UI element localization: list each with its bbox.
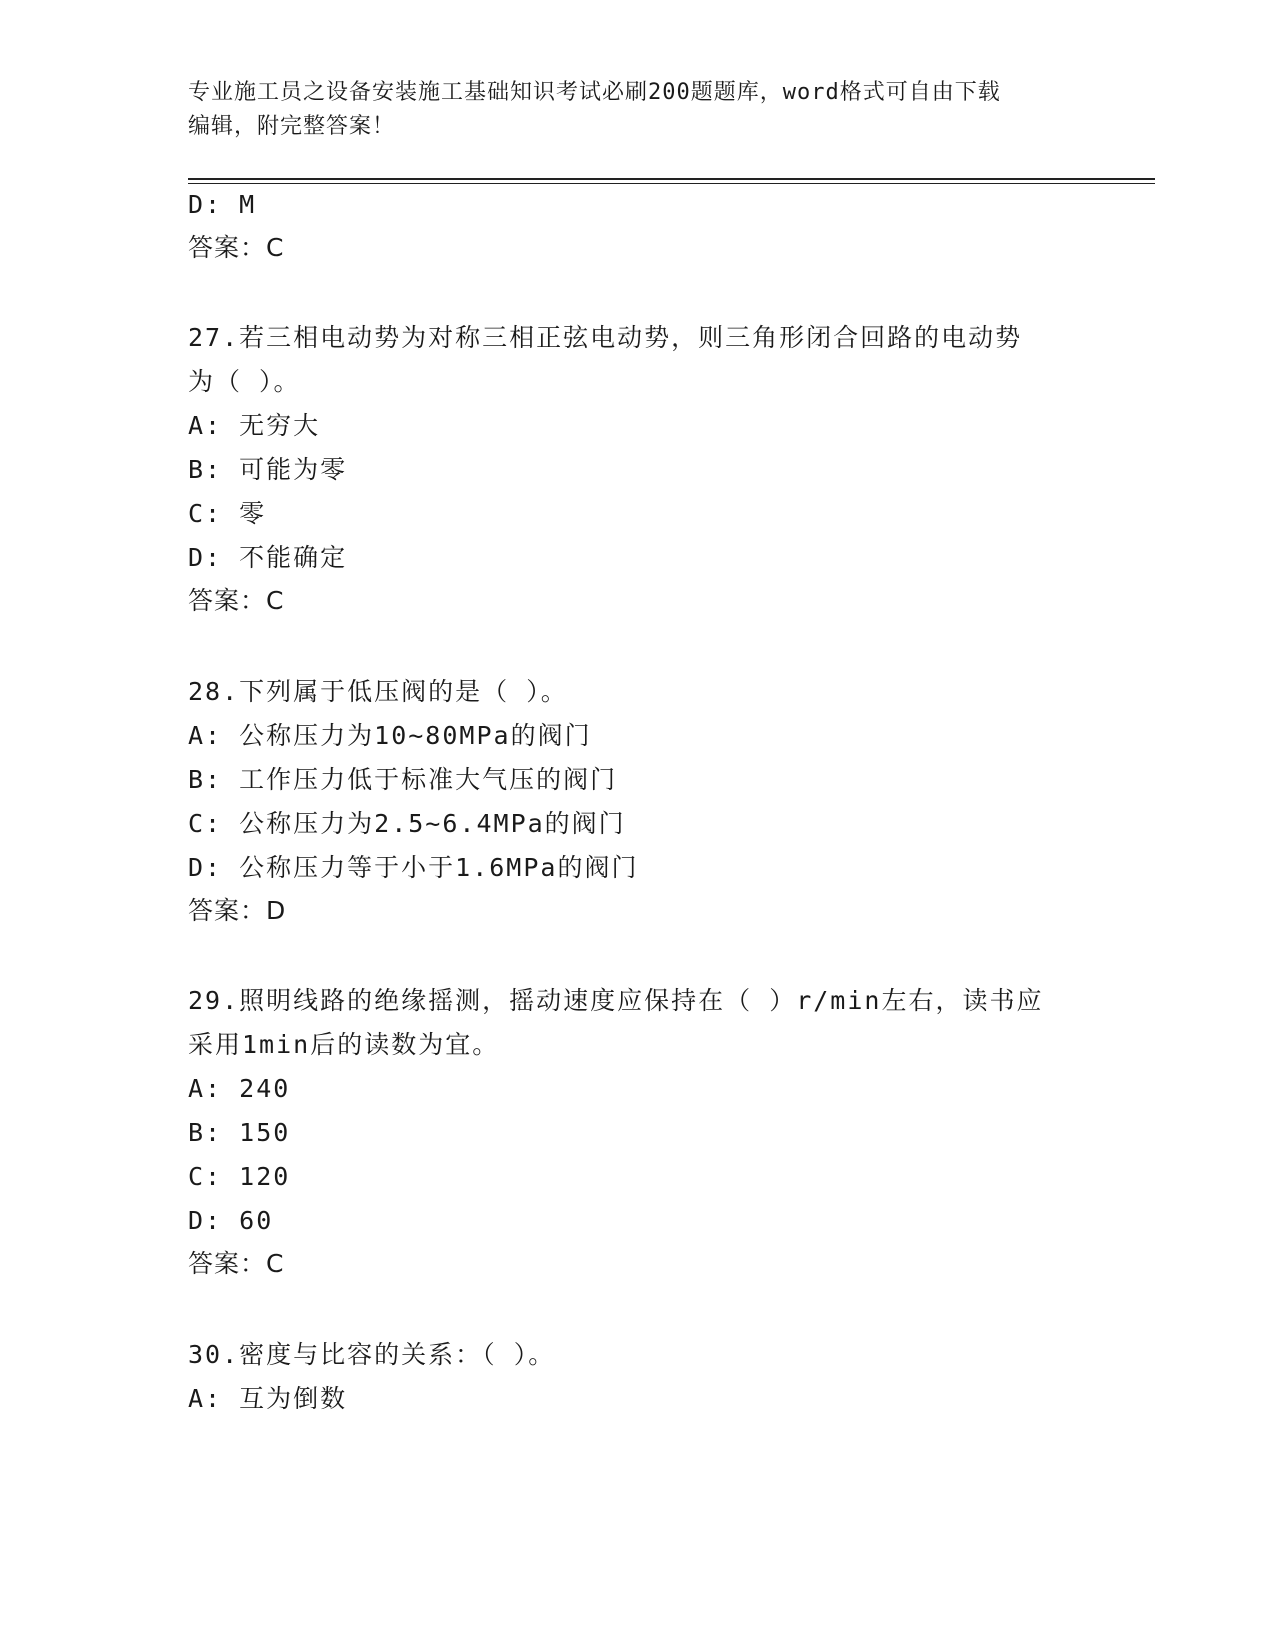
option-a-q27: A: 无穷大: [188, 411, 321, 440]
question-27-line-1: 27.若三相电动势为对称三相正弦电动势，则三角形闭合回路的电动势: [188, 323, 1023, 352]
option-d-q26: D: M: [188, 190, 257, 219]
option-c-q28: C: 公称压力为2.5~6.4MPa的阀门: [188, 809, 626, 838]
answer-q27: 答案：C: [188, 586, 285, 615]
answer-q29: 答案：C: [188, 1249, 285, 1278]
option-d-q29: D: 60: [188, 1206, 274, 1235]
header-line-2: 编辑，附完整答案！: [188, 114, 396, 139]
option-b-q27: B: 可能为零: [188, 455, 348, 484]
header-line-1: 专业施工员之设备安装施工基础知识考试必刷200题题库，word格式可自由下载: [188, 80, 1001, 105]
answer-q28: 答案：D: [188, 896, 287, 925]
question-28: 28.下列属于低压阀的是（ ）。: [188, 677, 568, 706]
question-29-line-1: 29.照明线路的绝缘摇测，摇动速度应保持在（ ）r/min左右，读书应: [188, 986, 1044, 1015]
option-b-q28: B: 工作压力低于标准大气压的阀门: [188, 765, 618, 794]
page-header: [188, 76, 1088, 144]
header-divider-thick: [188, 178, 1155, 180]
option-a-q28: A: 公称压力为10~80MPa的阀门: [188, 721, 592, 750]
option-c-q29: C: 120: [188, 1162, 291, 1191]
option-b-q29: B: 150: [188, 1118, 291, 1147]
option-d-q28: D: 公称压力等于小于1.6MPa的阀门: [188, 853, 639, 882]
question-27-line-2: 为（ ）。: [188, 367, 301, 396]
question-30: 30.密度与比容的关系：（ ）。: [188, 1340, 556, 1369]
option-a-q29: A: 240: [188, 1074, 291, 1103]
header-divider-thin: [188, 183, 1155, 184]
question-29-line-2: 采用1min后的读数为宜。: [188, 1030, 500, 1059]
answer-q26: 答案：C: [188, 233, 285, 262]
option-d-q27: D: 不能确定: [188, 543, 348, 572]
option-a-q30: A: 互为倒数: [188, 1384, 348, 1413]
option-c-q27: C: 零: [188, 499, 267, 528]
